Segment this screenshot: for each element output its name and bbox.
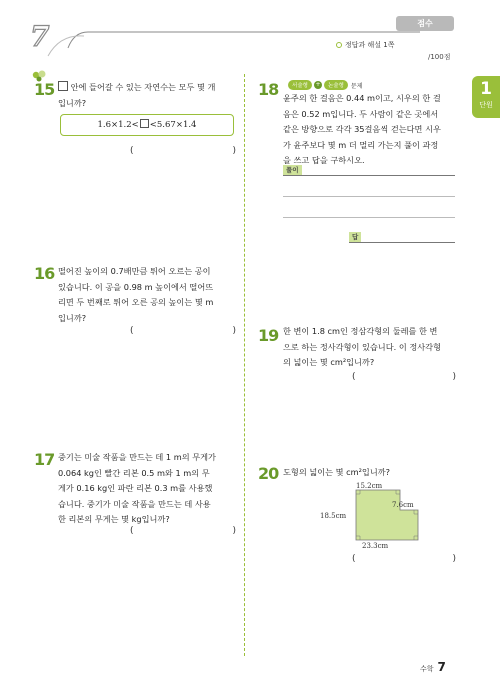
question-19-number: 19 bbox=[258, 326, 279, 345]
essay-badge: 서술형 bbox=[288, 80, 312, 90]
question-15-answer-field[interactable] bbox=[130, 146, 236, 156]
plus-icon: + bbox=[315, 81, 321, 88]
question-16-number: 16 bbox=[34, 264, 55, 283]
question-19-line: 한 변이 1.8 cm인 정삼각형의 둘레를 한 변 bbox=[283, 326, 438, 336]
question-17-line: 중기는 미술 작품을 만드는 데 1 m의 무게가 bbox=[58, 452, 216, 462]
question-16-line: 떨어진 높이의 0.7배만큼 튀어 오르는 공이 bbox=[58, 266, 211, 276]
question-16-answer-field[interactable] bbox=[130, 326, 236, 336]
question-20-answer-field[interactable] bbox=[352, 554, 456, 564]
question-17-answer-field[interactable] bbox=[130, 526, 236, 536]
question-19-line: 의 넓이는 몇 cm²입니까? bbox=[283, 357, 375, 367]
answer-line[interactable] bbox=[349, 242, 455, 243]
unit-tab-label: 단원 bbox=[479, 101, 493, 109]
expression-right: <5.67×1.4 bbox=[149, 120, 197, 130]
question-18-line: 을 쓰고 답을 구하시오. bbox=[283, 155, 365, 165]
unit-number: 7 bbox=[30, 20, 50, 53]
question-17-line: 0.064 kg인 빨간 리본 0.5 m와 1 m의 무 bbox=[58, 467, 210, 478]
total-score: /100점 bbox=[428, 53, 451, 61]
question-17-text bbox=[58, 450, 240, 528]
answer-open-paren: ( bbox=[130, 326, 134, 336]
discussion-badge: 논술형 bbox=[324, 80, 348, 90]
question-17-line: 습니다. 중기가 미술 작품을 만드는 데 사용 bbox=[58, 498, 211, 509]
solution-line[interactable] bbox=[283, 217, 455, 218]
answer-reference-text: 정답과 해설 1쪽 bbox=[345, 41, 395, 49]
question-15-line2: 입니까? bbox=[58, 97, 87, 108]
page-number: 7 bbox=[437, 660, 446, 674]
question-16-line: 있습니다. 이 공을 0.98 m 높이에서 떨어뜨 bbox=[58, 281, 214, 292]
blank-box-icon bbox=[58, 81, 68, 91]
question-20-text: 도형의 넓이는 몇 cm²입니까? bbox=[283, 467, 391, 477]
answer-open-paren: ( bbox=[352, 554, 356, 564]
column-divider bbox=[244, 74, 245, 656]
expression-left: 1.6×1.2< bbox=[97, 120, 139, 130]
question-20-number: 20 bbox=[258, 464, 279, 483]
question-16-line: 입니까? bbox=[58, 312, 87, 323]
answer-close-paren: ) bbox=[452, 554, 456, 564]
shape-figure bbox=[300, 478, 440, 562]
question-16-text bbox=[58, 264, 240, 326]
question-19-line: 으로 하는 정사각형이 있습니다. 이 정사각형 bbox=[283, 341, 441, 352]
question-15-number: 15 bbox=[34, 80, 55, 99]
solution-line[interactable] bbox=[283, 175, 455, 176]
answer-close-paren: ) bbox=[452, 372, 456, 382]
figure-step-label: 7.6cm bbox=[392, 501, 414, 509]
question-17-number: 17 bbox=[34, 450, 55, 469]
answer-close-paren: ) bbox=[232, 526, 236, 536]
question-18-line: 음은 0.52 m입니다. 두 사람이 같은 곳에서 bbox=[283, 108, 439, 119]
question-18-badges bbox=[288, 80, 363, 90]
blank-box-icon bbox=[140, 119, 149, 128]
answer-label: 답 bbox=[349, 232, 361, 242]
figure-top-label: 15.2cm bbox=[356, 482, 383, 490]
question-17-line: 게가 0.16 kg인 파란 리본 0.3 m를 사용했 bbox=[58, 483, 213, 493]
score-label: 점수 bbox=[396, 16, 454, 31]
solution-label: 풀이 bbox=[283, 165, 302, 175]
question-16-line: 리면 두 번째로 튀어 오른 공의 높이는 몇 m bbox=[58, 297, 214, 307]
solution-line[interactable] bbox=[283, 196, 455, 197]
question-15-line1: 안에 들어갈 수 있는 자연수는 모두 몇 개 bbox=[70, 82, 216, 92]
answer-open-paren: ( bbox=[130, 526, 134, 536]
answer-reference bbox=[336, 40, 394, 50]
page-footer bbox=[420, 660, 446, 674]
question-15-text bbox=[58, 80, 238, 111]
figure-left-label: 18.5cm bbox=[320, 512, 347, 520]
question-17-line: 한 리본의 무게는 몇 kg입니까? bbox=[58, 514, 170, 524]
subject-label: 수학 bbox=[420, 665, 434, 673]
answer-open-paren: ( bbox=[130, 146, 134, 156]
question-19-answer-field[interactable] bbox=[352, 372, 456, 382]
circle-icon bbox=[336, 42, 342, 48]
figure-bottom-label: 23.3cm bbox=[362, 542, 389, 550]
answer-close-paren: ) bbox=[232, 326, 236, 336]
badge-tail-text: 문제 bbox=[350, 82, 363, 90]
question-18-line: 윤주의 한 걸음은 0.44 m이고, 시우의 한 걸 bbox=[283, 93, 441, 103]
answer-close-paren: ) bbox=[232, 146, 236, 156]
question-18-line: 가 윤주보다 몇 m 더 멀리 가는지 풀이 과정 bbox=[283, 139, 439, 150]
question-18-number: 18 bbox=[258, 80, 279, 99]
unit-tab-number: 1 bbox=[480, 79, 492, 99]
question-18-text bbox=[283, 91, 463, 169]
unit-side-tab bbox=[472, 76, 500, 118]
question-15-expression bbox=[60, 114, 234, 136]
question-19-text bbox=[283, 324, 465, 371]
question-18-line: 같은 방향으로 각각 35걸음씩 걷는다면 시우 bbox=[283, 124, 441, 134]
answer-open-paren: ( bbox=[352, 372, 356, 382]
